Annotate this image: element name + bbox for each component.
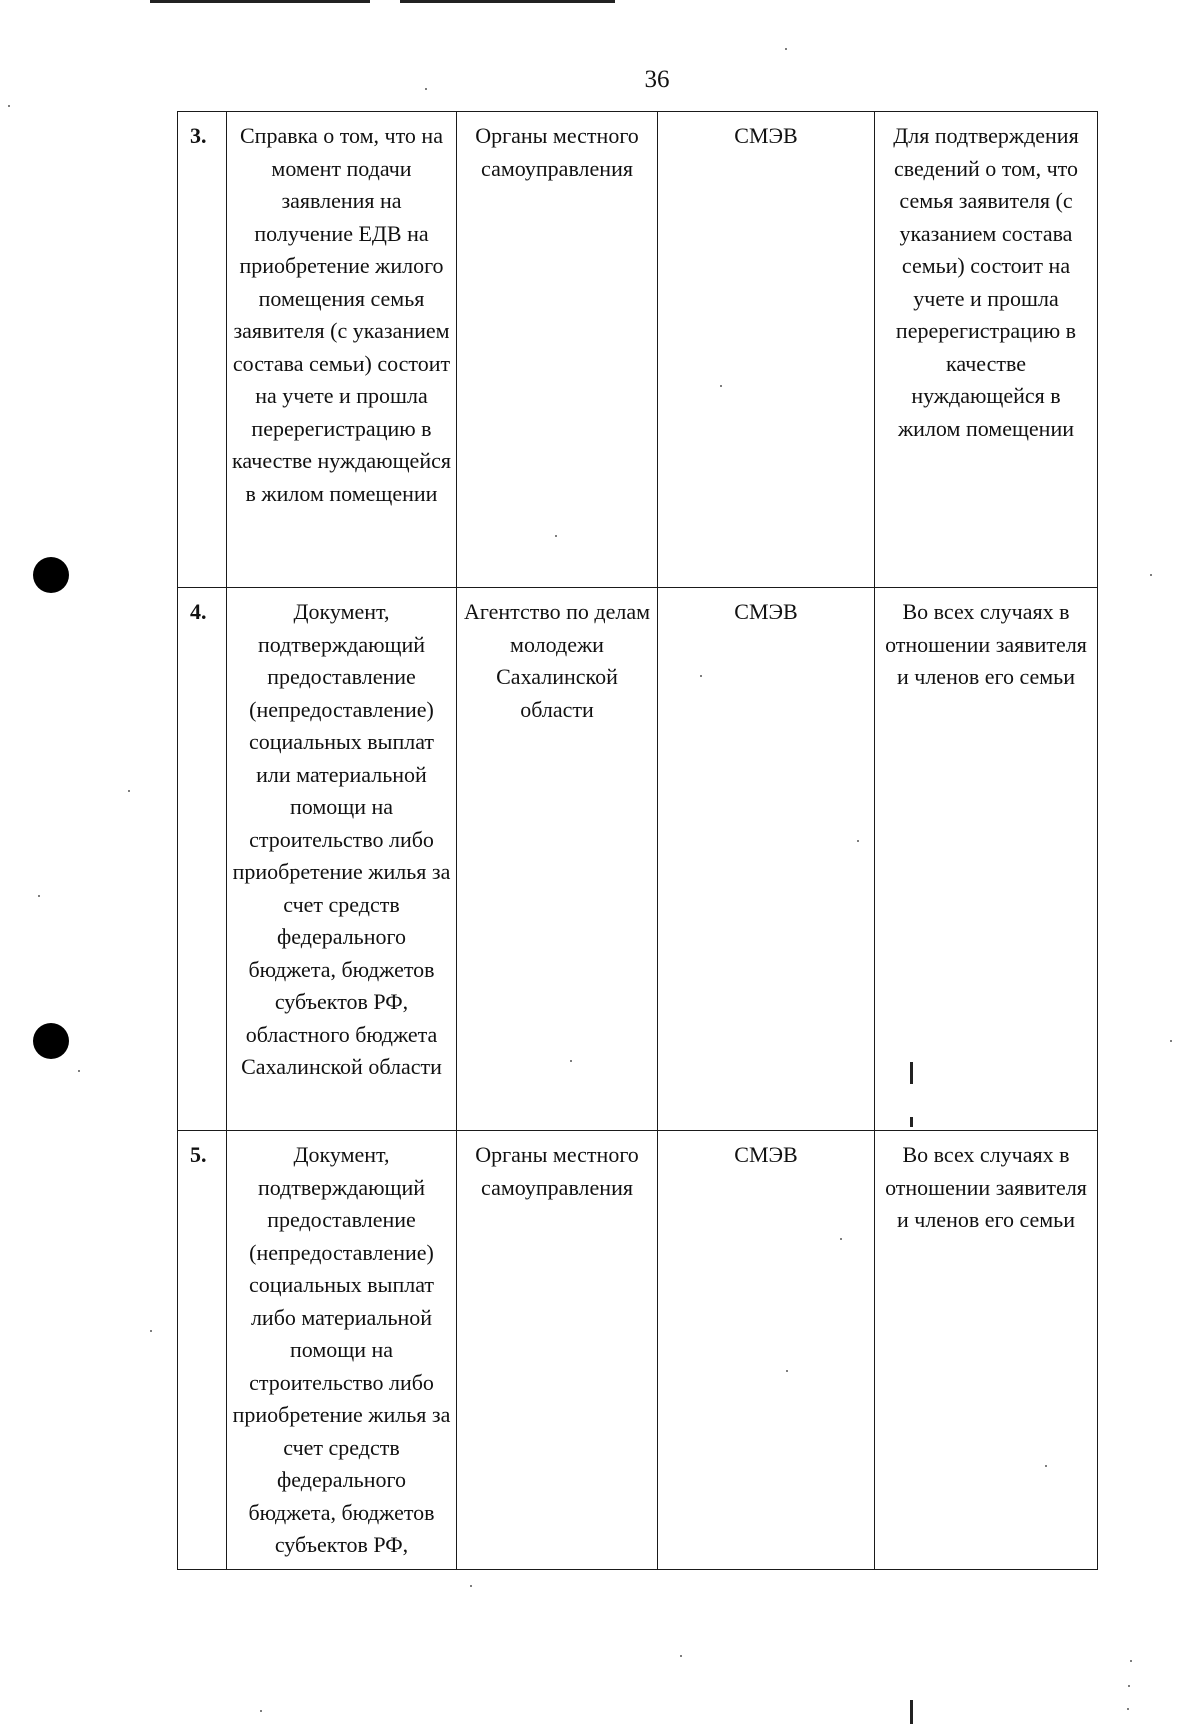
documents-table	[177, 111, 1098, 1570]
document-name-cell: Документ, подтверждающий предоставление (непредоставление) социальных выплат либо материальной помощи на строительство либо приобретение жилья за счет средств федерального бюджета, бюджетов субъектов РФ,	[227, 1131, 457, 1570]
page-number: 36	[644, 66, 670, 93]
method-cell: СМЭВ	[658, 112, 875, 588]
row-number: 5.	[178, 1131, 227, 1570]
scan-mark	[910, 1700, 913, 1724]
scan-speck	[857, 840, 859, 842]
scan-speck	[1127, 1708, 1129, 1710]
scan-speck	[555, 535, 557, 537]
scan-speck	[470, 1585, 472, 1587]
organ-cell: Органы местного самоуправления	[457, 112, 658, 588]
scan-speck	[128, 790, 130, 792]
top-edge-rule	[150, 0, 370, 3]
scan-speck	[1045, 1465, 1047, 1467]
scan-speck	[425, 88, 427, 90]
row-number: 4.	[178, 588, 227, 1131]
top-edge-rule	[400, 0, 615, 3]
scan-speck	[1150, 574, 1152, 576]
scan-speck	[78, 1070, 80, 1072]
note-cell: Во всех случаях в отношении заявителя и членов его семьи	[875, 1131, 1098, 1570]
scan-mark	[910, 1117, 913, 1127]
organ-cell: Агентство по делам молодежи Сахалинской области	[457, 588, 658, 1131]
table-row	[178, 112, 1098, 588]
document-name-cell: Документ, подтверждающий предоставление (непредоставление) социальных выплат или материальной помощи на строительство либо приобретение жилья за счет средств федерального бюджета, бюджетов субъектов РФ, областного бюджета Сахалинской области	[227, 588, 457, 1131]
note-cell: Во всех случаях в отношении заявителя и членов его семьи	[875, 588, 1098, 1131]
scan-speck	[785, 48, 787, 50]
scan-speck	[570, 1060, 572, 1062]
scan-speck	[260, 1710, 262, 1712]
scan-speck	[1128, 1685, 1130, 1687]
document-name-cell: Справка о том, что на момент подачи заявления на получение ЕДВ на приобретение жилого помещения семья заявителя (с указанием состава семьи) состоит на учете и прошла перерегистрацию в качестве нуждающейся в жилом помещении	[227, 112, 457, 588]
row-number: 3.	[178, 112, 227, 588]
scan-speck	[680, 1655, 682, 1657]
scan-speck	[840, 1238, 842, 1240]
scan-speck	[1170, 1040, 1172, 1042]
note-cell: Для подтверждения сведений о том, что семья заявителя (с указанием состава семьи) состоит на учете и прошла перерегистрацию в качестве нуждающейся в жилом помещении	[875, 112, 1098, 588]
scan-speck	[8, 105, 10, 107]
scan-speck	[38, 895, 40, 897]
scan-speck	[700, 675, 702, 677]
scan-speck	[786, 1370, 788, 1372]
table-row	[178, 588, 1098, 1131]
method-cell: СМЭВ	[658, 1131, 875, 1570]
punch-hole	[33, 557, 69, 593]
scan-speck	[150, 1330, 152, 1332]
table-row	[178, 1131, 1098, 1570]
scan-mark	[910, 1062, 913, 1084]
scan-speck	[1130, 1660, 1132, 1662]
method-cell: СМЭВ	[658, 588, 875, 1131]
punch-hole	[33, 1023, 69, 1059]
scan-speck	[720, 385, 722, 387]
organ-cell: Органы местного самоуправления	[457, 1131, 658, 1570]
